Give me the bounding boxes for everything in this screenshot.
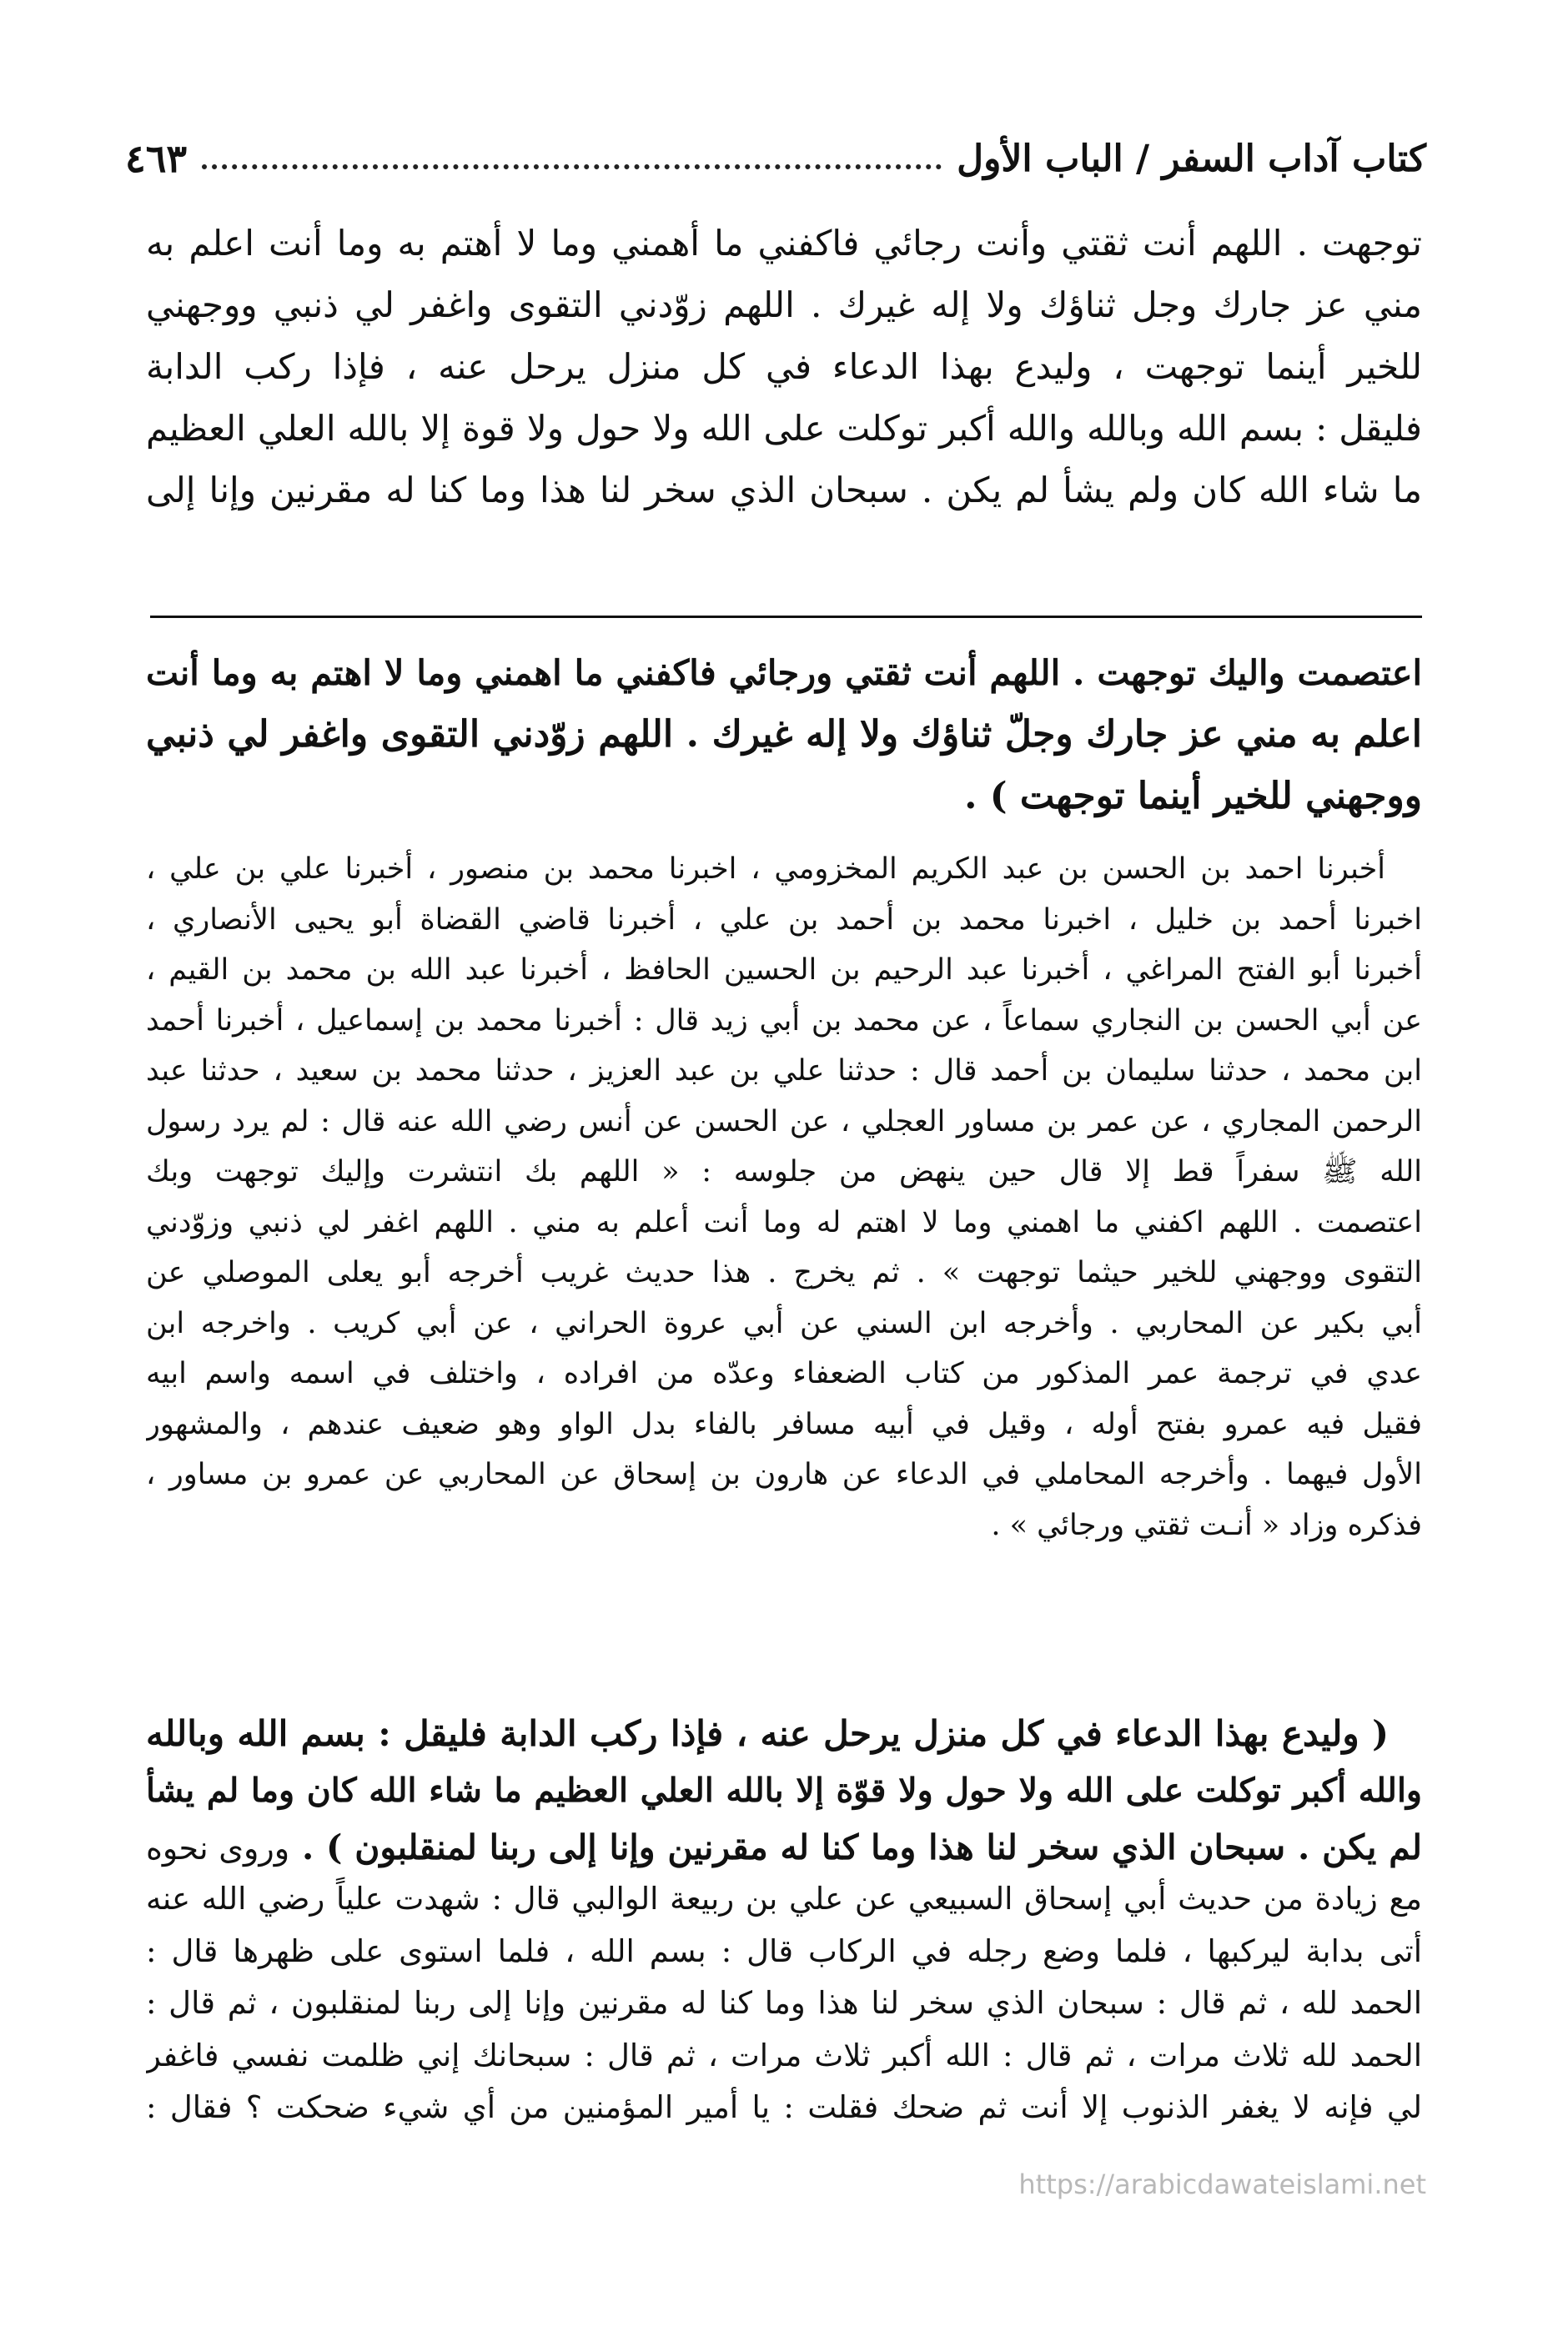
quote-line: ( وليدع بهذا الدعاء في كل منزل يرحل عنه ، فإذا ركب الدابة فليقل : بسم الله وبالله [146, 1713, 1389, 1754]
commentary-text [146, 844, 1422, 1550]
quote-end: لم يكن . سبحان الذي سخر لنا هذا وما كنا له مقرنين وإنا إلى ربنا لمنقلبون ) . [301, 1827, 1422, 1867]
commentary-line: أخبرنا أبو الفتح المراغي ، أخبرنا عبد الرحيم بن الحسين الحافظ ، أخبرنا عبد الله بن محمد بن القيم ، [146, 953, 1422, 987]
main-line: للخير أينما توجهت ، وليدع بهذا الدعاء في كل منزل يرحل عنه ، فإذا ركب الدابة [146, 346, 1422, 387]
narration-line: لي فإنه لا يغفر الذنوب إلا أنت ثم ضحك فقلت : يا أمير المؤمنين من أي شيء ضحكت ؟ فقال : [146, 2089, 1422, 2125]
commentary-line: الرحمن المجاري ، عن عمر بن مساور العجلي ، عن الحسن عن أنس رضي الله عنه قال : لم يرد رسول [146, 1104, 1422, 1138]
commentary-line: فذكره وزاد « أنـت ثقتي ورجائي » . [991, 1508, 1422, 1542]
narration-line: أتى بدابة ليركبها ، فلما وضع رجله في الركاب قال : بسم الله ، فلما استوى على ظهرها قال : [146, 1932, 1422, 1969]
quote-line: ووجهني للخير أينما توجهت ) . [964, 775, 1422, 817]
quoted-text-2 [146, 1706, 1422, 1877]
website-watermark: https://arabicdawateislami.net [1018, 2169, 1426, 2200]
narration-line: الحمد لله ، ثم قال : سبحان الذي سخر لنا هذا وما كنا له مقرنين وإنا إلى ربنا لمنقلبون ، ثم قال : [146, 1985, 1422, 2021]
commentary-line: عدي في ترجمة عمر المذكور من كتاب الضعفاء وعدّه من افراده ، واختلف في اسمه واسم ابيه [146, 1357, 1422, 1390]
narration-line: مع زيادة من حديث أبي إسحاق السبيعي عن علي بن ربيعة الوالبي قال : شهدت علياً رضي الله عنه [146, 1881, 1422, 1917]
narration-line: الحمد لله ثلاث مرات ، ثم قال : الله أكبر ثلاث مرات ، ثم قال : سبحانك إني ظلمت نفسي فاغفر [146, 2037, 1422, 2073]
commentary-line: الله ﷺ سفراً قط إلا قال حين ينهض من جلوسه : « اللهم بك انتشرت وإليك توجهت وبك [146, 1155, 1422, 1189]
quote-line [146, 1819, 1422, 1877]
quote-line: اعلم به مني عز جارك وجلّ ثناؤك ولا إله غيرك . اللهم زوّدني التقوى واغفر لي ذنبي [146, 713, 1422, 756]
quote-line: والله أكبر توكلت على الله ولا حول ولا قوّة إلا بالله العلي العظيم ما شاء الله كان وما لم يشأ [146, 1772, 1422, 1810]
running-title: كتاب آداب السفر / الباب الأول [957, 137, 1426, 180]
quote-line: اعتصمت واليك توجهت . اللهم أنت ثقتي ورجائي فاكفني ما اهمني وما لا اهتم به وما أنت [146, 652, 1422, 693]
main-line: ما شاء الله كان ولم يشأ لم يكن . سبحان الذي سخر لنا هذا وما كنا له مقرنين وإنا إلى [146, 470, 1422, 510]
quoted-text-1 [146, 642, 1422, 827]
narration-text [146, 1873, 1422, 2134]
section-divider [150, 616, 1422, 618]
commentary-line: فقيل فيه عمرو بفتح أوله ، وقيل في أبيه مسافر بالفاء بدل الواو وهو ضعيف عندهم ، والمشهور [146, 1407, 1422, 1441]
commentary-line: اخبرنا أحمد بن خليل ، اخبرنا محمد بن أحمد بن علي ، أخبرنا قاضي القضاة أبو يحيى الأنصاري ، [146, 902, 1422, 937]
main-line: توجهت . اللهم أنت ثقتي وأنت رجائي فاكفني ما أهمني وما لا أهتم به وما أنت اعلم به [146, 223, 1422, 264]
commentary-line: أخبرنا احمد بن الحسن بن عبد الكريم المخزومي ، اخبرنا محمد بن منصور ، أخبرنا علي بن علي ، [146, 852, 1385, 886]
page-number: ٤٦٣ [125, 136, 188, 181]
main-text [146, 213, 1422, 521]
main-line: مني عز جارك وجل ثناؤك ولا إله غيرك . اللهم زوّدني التقوى واغفر لي ذنبي ووجهني [146, 284, 1422, 325]
commentary-line: التقوى ووجهني للخير حيثما توجهت » . ثم يخرج . هذا حديث غريب أخرجه أبو يعلى الموصلي عن [146, 1256, 1422, 1289]
commentary-line: ابن محمد ، حدثنا سليمان بن أحمد قال : حدثنا علي بن عبد العزيز ، حدثنا محمد بن سعيد ، حدثنا عبد [146, 1054, 1422, 1088]
commentary-line: اعتصمت . اللهم اكفني ما اهمني وما لا اهتم له وما أنت أعلم به مني . اللهم اغفر لي ذنبي وزوّدني [146, 1205, 1422, 1239]
commentary-line: أبي بكير عن المحاربي . وأخرجه ابن السني عن أبي عروة الحراني ، عن أبي كريب . واخرجه ابن [146, 1306, 1422, 1340]
commentary-line: الأول فيهما . وأخرجه المحاملي في الدعاء عن هارون بن إسحاق عن المحاربي عن عمرو بن مساور ، [146, 1458, 1422, 1491]
continuation-text: وروى نحوه [146, 1830, 290, 1867]
main-line: فليقل : بسم الله وبالله والله أكبر توكلت على الله ولا حول ولا قوة إلا بالله العلي العظيم [146, 408, 1422, 449]
commentary-line: عن أبي الحسن بن النجاري سماعاً ، عن محمد بن أبي زيد قال : أخبرنا محمد بن إسماعيل ، أخبرنا أحمد [146, 1003, 1422, 1038]
leader-dots [202, 164, 942, 169]
page-header [125, 125, 1426, 192]
